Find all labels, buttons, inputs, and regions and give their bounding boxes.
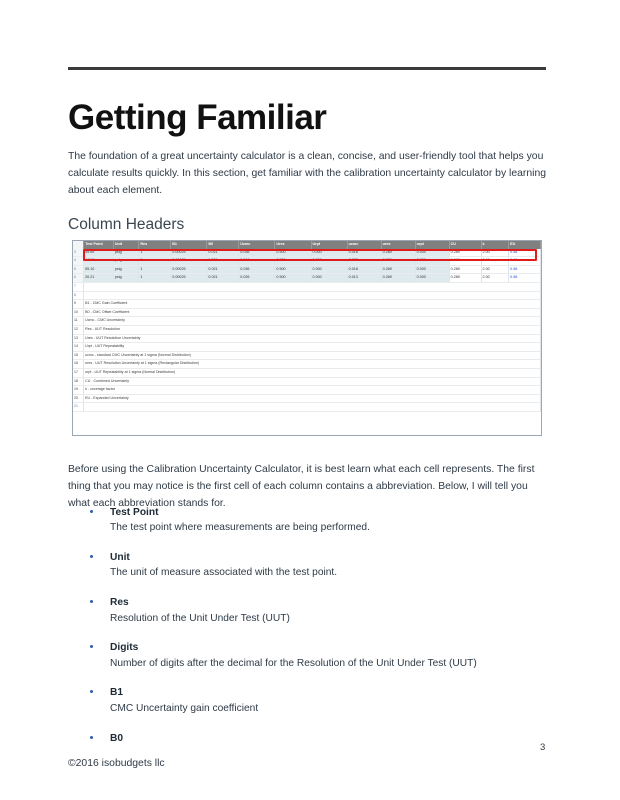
legend-row	[73, 300, 541, 309]
cell-unit[interactable]: psig	[113, 265, 139, 274]
cell-ures[interactable]: 0.289	[381, 249, 415, 257]
intro-paragraph: The foundation of a great uncertainty calculator is a clean, concise, and user-friendly tool that helps you calculate results quickly. In this section, get familiar with the calibration uncertainty calculator by learning about each element.	[68, 151, 547, 197]
row-number: 8	[73, 291, 84, 300]
legend-text: B1 - CMC Gain Coefficient	[84, 300, 541, 309]
spreadsheet-grid	[73, 241, 541, 412]
cell-ures[interactable]: 0.500	[275, 257, 311, 266]
cell-urpt[interactable]: 0.000	[415, 274, 449, 283]
cell-b1[interactable]: 0.00025	[171, 249, 207, 257]
cell-res[interactable]: 1	[139, 274, 171, 283]
cell-ucmc[interactable]: 0.046	[239, 257, 275, 266]
cell-ucmc[interactable]: 0.036	[239, 265, 275, 274]
legend-text: Ucmc - CMC Uncertainty	[84, 317, 541, 326]
cell-ucmc[interactable]: 0.013	[347, 274, 381, 283]
row-number: 7	[73, 282, 84, 291]
cell-ures[interactable]: 0.289	[381, 274, 415, 283]
cell-ures[interactable]: 0.500	[275, 249, 311, 257]
row-number: 16	[73, 360, 84, 369]
column-header-eu[interactable]: EU	[509, 241, 541, 249]
cell-res[interactable]: 1	[139, 257, 171, 266]
cell-res[interactable]: 1	[139, 265, 171, 274]
definition-item	[68, 731, 546, 746]
column-header-b1[interactable]: B1	[171, 241, 207, 249]
cell-eu[interactable]: 0.68	[509, 257, 541, 266]
cell-test-point[interactable]: 55.10	[84, 265, 114, 274]
cell-ures[interactable]: 0.289	[381, 265, 415, 274]
definition-term: Digits	[110, 642, 139, 654]
legend-row	[73, 317, 541, 326]
column-header-test-point[interactable]: Test Point	[84, 241, 114, 249]
legend-row	[73, 377, 541, 386]
definition-item	[68, 685, 546, 716]
title-top-rule	[68, 67, 546, 70]
cell-urpt[interactable]: 0.000	[311, 257, 347, 266]
cell-ucmc[interactable]: 0.023	[347, 257, 381, 266]
column-header-ures[interactable]: ures	[381, 241, 415, 249]
legend-text: urpt - UUT Repeatability at 1 sigma (Normal Distribution)	[84, 368, 541, 377]
table-header-row	[73, 241, 541, 249]
cell-test-point[interactable]: 59.89	[84, 249, 114, 257]
column-header-urpt[interactable]: Urpt	[311, 241, 347, 249]
blank-row	[73, 291, 541, 300]
column-header-res[interactable]: Res	[139, 241, 171, 249]
definition-term: Test Point	[110, 507, 159, 518]
row-number: 19	[73, 386, 84, 395]
legend-row	[73, 386, 541, 395]
cell-ures[interactable]: 0.500	[275, 274, 311, 283]
cell-ures[interactable]: 0.500	[275, 265, 311, 274]
legend-row	[73, 360, 541, 369]
row-number: 15	[73, 351, 84, 360]
cell-cu[interactable]: 0.289	[449, 274, 481, 283]
table-row[interactable]	[73, 249, 541, 257]
blank-cell	[84, 403, 541, 412]
row-number: 20	[73, 394, 84, 403]
row-number: 21	[73, 403, 84, 412]
legend-row	[73, 368, 541, 377]
cell-k[interactable]: 2.00	[481, 249, 509, 257]
cell-test-point[interactable]: 44.16	[84, 257, 114, 266]
footer-page-number: 3	[540, 742, 546, 753]
cell-k[interactable]: 2.00	[481, 257, 509, 266]
cell-ucmc[interactable]: 0.036	[239, 249, 275, 257]
definition-description: The test point where measurements are being performed.	[110, 522, 370, 534]
bullet-dot-icon	[90, 510, 93, 513]
column-header-b0[interactable]: B0	[207, 241, 239, 249]
cell-eu[interactable]: 0.58	[509, 249, 541, 257]
cell-b0[interactable]: 0.021	[207, 274, 239, 283]
blank-row	[73, 282, 541, 291]
cell-urpt[interactable]: 0.000	[415, 257, 449, 266]
blank-row	[73, 403, 541, 412]
row-number: 3	[73, 249, 84, 257]
cell-cu[interactable]: 0.289	[449, 265, 481, 274]
row-number: 17	[73, 368, 84, 377]
cell-ucmc[interactable]: 0.018	[347, 249, 381, 257]
row-number: 18	[73, 377, 84, 386]
legend-text: k - coverage factor	[84, 386, 541, 395]
bullet-dot-icon	[90, 600, 93, 603]
legend-text: B0 - CMC Offset Coefficient	[84, 308, 541, 317]
cell-b1[interactable]: 0.00025	[171, 265, 207, 274]
cell-urpt[interactable]: 0.000	[415, 265, 449, 274]
cell-unit[interactable]: psig	[113, 257, 139, 266]
row-number: 6	[73, 274, 84, 283]
blank-cell	[84, 282, 541, 291]
definition-description: Resolution of the Unit Under Test (UUT)	[110, 612, 290, 624]
section-heading-column-headers: Column Headers	[68, 215, 185, 233]
cell-urpt[interactable]: 0.000	[311, 274, 347, 283]
definition-term: Res	[110, 597, 129, 609]
cell-b0[interactable]: 0.021	[207, 249, 239, 257]
legend-text: ucmc - standard CMC Uncertainty at 1 sigma (Normal Distribution)	[84, 351, 541, 360]
cell-ucmc[interactable]: 0.018	[347, 265, 381, 274]
definition-item	[68, 505, 546, 536]
bullet-dot-icon	[90, 555, 93, 558]
cell-urpt[interactable]: 0.000	[311, 249, 347, 257]
body-paragraph: Before using the Calibration Uncertainty Calculator, it is best learn what each cell represents. The first thing that you may notice is the first cell of each column contains a abbreviation. Below, I will tell you what each abbreviation stands for.	[68, 464, 535, 510]
column-header-ures[interactable]: Ures	[275, 241, 311, 249]
legend-text: CU - Combined Uncertainty	[84, 377, 541, 386]
legend-text: ures - UUT Resolution Uncertainty at 1 sigma (Rectangular Distribution)	[84, 360, 541, 369]
row-number: 14	[73, 343, 84, 352]
table-row[interactable]	[73, 265, 541, 274]
legend-row	[73, 325, 541, 334]
cell-k[interactable]: 2.00	[481, 265, 509, 274]
row-number: 12	[73, 325, 84, 334]
cell-ucmc[interactable]: 0.026	[239, 274, 275, 283]
definition-list	[68, 505, 546, 760]
cell-b1[interactable]: 0.00025	[171, 274, 207, 283]
row-number	[73, 241, 84, 249]
legend-row	[73, 343, 541, 352]
legend-text: Ures - UUT Resolution Uncertainty	[84, 334, 541, 343]
column-header-unit[interactable]: Unit	[113, 241, 139, 249]
cell-eu[interactable]: 0.58	[509, 274, 541, 283]
cell-cu[interactable]: 0.289	[449, 249, 481, 257]
definition-description: Number of digits after the decimal for the Resolution of the Unit Under Test (UUT)	[110, 657, 477, 669]
row-number: 11	[73, 317, 84, 326]
table-row[interactable]	[73, 274, 541, 283]
spreadsheet-screenshot	[72, 240, 542, 436]
page-title: Getting Familiar	[68, 98, 327, 138]
bullet-dot-icon	[90, 736, 93, 739]
cell-b1[interactable]: 0.00025	[171, 257, 207, 266]
cell-cu[interactable]: 0.290	[449, 257, 481, 266]
legend-text: EU - Expanded Uncertainty	[84, 394, 541, 403]
legend-row	[73, 394, 541, 403]
definition-description: The unit of measure associated with the test point.	[110, 567, 338, 579]
cell-test-point[interactable]: 20.21	[84, 274, 114, 283]
row-number: 4	[73, 257, 84, 266]
cell-res[interactable]: 1	[139, 249, 171, 257]
legend-row	[73, 334, 541, 343]
definition-term: B0	[110, 732, 124, 744]
cell-k[interactable]: 2.00	[481, 274, 509, 283]
legend-text: Res - UUT Resolution	[84, 325, 541, 334]
row-number: 13	[73, 334, 84, 343]
cell-urpt[interactable]: 0.000	[311, 265, 347, 274]
legend-row	[73, 351, 541, 360]
definition-term: Unit	[110, 552, 130, 564]
cell-eu[interactable]: 0.58	[509, 265, 541, 274]
cell-ures[interactable]: 0.289	[381, 257, 415, 266]
column-header-cu[interactable]: CU	[449, 241, 481, 249]
blank-cell	[84, 291, 541, 300]
footer-copyright: ©2016 isobudgets llc	[68, 758, 165, 769]
legend-row	[73, 308, 541, 317]
row-number: 9	[73, 300, 84, 309]
bullet-dot-icon	[90, 690, 93, 693]
cell-b0[interactable]: 0.021	[207, 257, 239, 266]
column-header-ucmc[interactable]: Ucmc	[239, 241, 275, 249]
definition-item	[68, 595, 546, 626]
column-header-k[interactable]: k	[481, 241, 509, 249]
definition-description: CMC Uncertainty gain coefficient	[110, 702, 259, 714]
definition-term: B1	[110, 687, 124, 699]
cell-unit[interactable]: psig	[113, 249, 139, 257]
bullet-dot-icon	[90, 645, 93, 648]
cell-b0[interactable]: 0.021	[207, 265, 239, 274]
column-header-ucmc[interactable]: ucmc	[347, 241, 381, 249]
definition-item	[68, 550, 546, 581]
definition-item	[68, 640, 546, 671]
legend-text: Urpt - UUT Repeatability	[84, 343, 541, 352]
column-header-urpt[interactable]: urpt	[415, 241, 449, 249]
row-number: 5	[73, 265, 84, 274]
cell-unit[interactable]: psig	[113, 274, 139, 283]
cell-urpt[interactable]: 0.000	[415, 249, 449, 257]
row-number: 10	[73, 308, 84, 317]
table-row[interactable]	[73, 257, 541, 266]
